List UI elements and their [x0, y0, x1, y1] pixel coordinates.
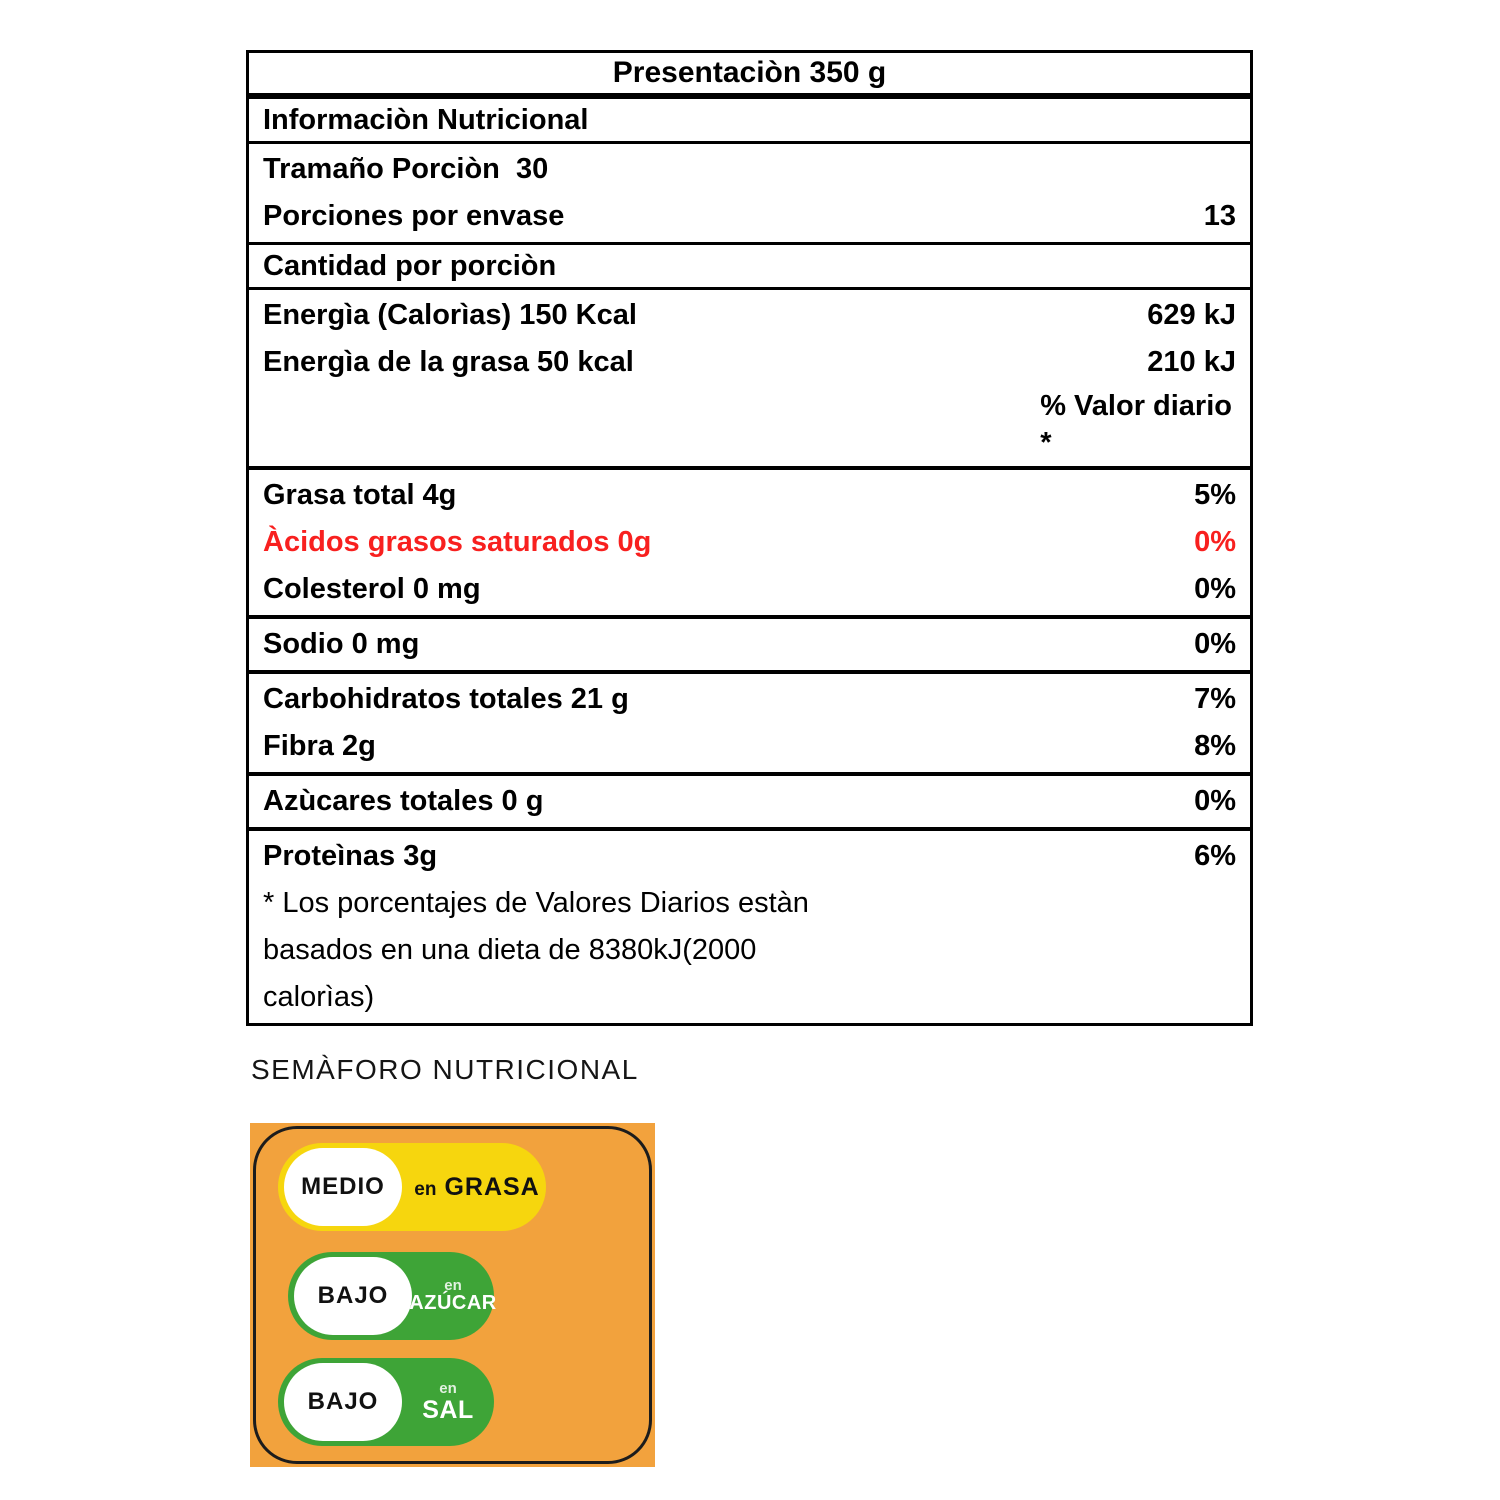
semaforo-heading: SEMÀFORO NUTRICIONAL — [251, 1054, 639, 1085]
sodium-row — [249, 621, 1250, 668]
cholesterol-dv: 0% — [1194, 573, 1236, 605]
pill-bajo-sal — [278, 1358, 494, 1446]
footnote-line: basados en una dieta de 8380kJ(2000 — [263, 934, 757, 966]
servings-value: 13 — [1203, 200, 1236, 232]
footnote-line: calorìas) — [263, 981, 375, 1013]
sugars-row — [249, 778, 1250, 825]
saturated-fat-label: Àcidos grasos saturados 0g — [263, 526, 652, 558]
total-fat-label: Grasa total 4g — [263, 479, 457, 511]
fiber-row — [249, 723, 1250, 770]
footnote-line: * Los porcentajes de Valores Diarios estàn — [263, 887, 809, 919]
total-carb-dv: 7% — [1194, 683, 1236, 715]
semaforo-panel — [250, 1123, 655, 1467]
daily-value-header: % Valor diario — [1040, 390, 1232, 422]
sugars-dv: 0% — [1194, 785, 1236, 817]
pill-connector: en — [439, 1380, 457, 1397]
energy-fat-label: Energìa de la grasa 50 kcal — [263, 346, 634, 378]
sugars-label: Azùcares totales 0 g — [263, 785, 544, 817]
nutrition-facts-table — [246, 50, 1253, 1026]
protein-dv: 6% — [1194, 840, 1236, 872]
daily-value-asterisk: * — [1040, 427, 1052, 459]
serving-size-row — [249, 146, 1250, 193]
servings-per-container-row — [249, 193, 1250, 240]
pill-level-oval — [284, 1363, 402, 1441]
servings-label: Porciones por envase — [263, 200, 565, 232]
carb-group-cell — [249, 674, 1250, 776]
energy-cell — [249, 290, 1250, 470]
pill-connector: en — [414, 1178, 437, 1200]
sodium-cell — [249, 619, 1250, 674]
energy-fat-value: 210 kJ — [1147, 346, 1236, 378]
pill-level-text: BAJO — [317, 1282, 389, 1309]
section-header: Informaciòn Nutricional — [263, 103, 589, 136]
saturated-fat-row — [249, 519, 1250, 566]
cholesterol-label: Colesterol 0 mg — [263, 573, 481, 605]
total-carb-label: Carbohidratos totales 21 g — [263, 683, 629, 715]
pill-nutrient: SAL — [422, 1395, 474, 1424]
cholesterol-row — [249, 566, 1250, 613]
amount-header-row — [249, 245, 1250, 290]
protein-label: Proteìnas 3g — [263, 840, 438, 872]
daily-value-footnote — [249, 880, 1250, 1021]
pill-connector: en — [444, 1276, 462, 1294]
energy-value: 629 kJ — [1147, 299, 1236, 331]
serving-info-cell — [249, 144, 1250, 245]
pill-nutrient: AZÚCAR — [409, 1292, 497, 1315]
pill-nutrient-text — [409, 1276, 497, 1315]
fiber-dv: 8% — [1194, 730, 1236, 762]
pill-nutrient-text — [414, 1172, 540, 1202]
energy-fat-row — [249, 339, 1250, 386]
pill-nutrient-text — [408, 1381, 488, 1423]
total-carb-row — [249, 676, 1250, 723]
pill-level-oval — [294, 1257, 412, 1335]
energy-label: Energìa (Calorìas) 150 Kcal — [263, 299, 637, 331]
protein-row — [249, 833, 1250, 880]
fiber-label: Fibra 2g — [263, 730, 376, 762]
saturated-fat-dv: 0% — [1194, 526, 1236, 558]
pill-bajo-azucar — [288, 1252, 497, 1340]
pill-level-text: MEDIO — [301, 1173, 385, 1200]
pill-level-oval — [284, 1148, 402, 1226]
serving-size-text: Tramaño Porciòn 30 — [263, 153, 549, 185]
sodium-label: Sodio 0 mg — [263, 628, 420, 660]
section-header-row — [249, 99, 1250, 144]
amount-header: Cantidad por porciòn — [263, 249, 557, 282]
sodium-dv: 0% — [1194, 628, 1236, 660]
pill-medio-grasa — [278, 1143, 546, 1231]
sugars-cell — [249, 776, 1250, 831]
total-fat-dv: 5% — [1194, 479, 1236, 511]
fat-group-cell — [249, 470, 1250, 619]
pill-nutrient: GRASA — [444, 1172, 540, 1201]
protein-footnote-cell — [249, 831, 1250, 1023]
total-fat-row — [249, 472, 1250, 519]
energy-row — [249, 292, 1250, 339]
table-title: Presentaciòn 350 g — [249, 53, 1250, 99]
daily-value-header-row — [249, 386, 1250, 464]
pill-level-text: BAJO — [307, 1388, 379, 1415]
